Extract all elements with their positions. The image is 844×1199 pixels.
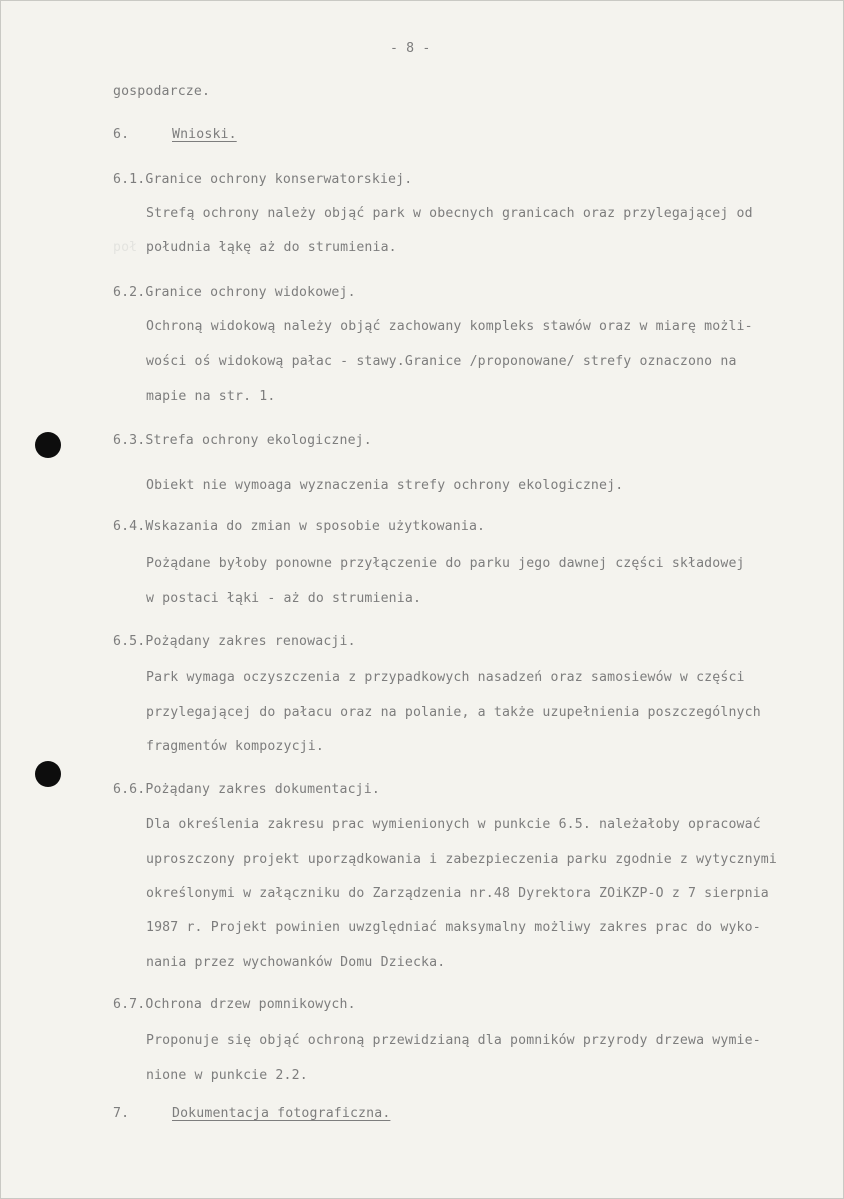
subsection-heading: 6.5.Pożądany zakres renowacji. [113, 634, 356, 649]
text-line: wości oś widokową pałac - stawy.Granice /proponowane/ strefy oznaczono na [146, 354, 737, 369]
text-line: określonymi w załączniku do Zarządzenia nr.48 Dyrektora ZOiKZP-O z 7 sierpnia [146, 886, 769, 901]
punch-hole-icon [35, 432, 61, 458]
text-line: w postaci łąki - aż do strumienia. [146, 591, 422, 606]
text-line: Pożądane byłoby ponowne przyłączenie do parku jego dawnej części składowej [146, 556, 745, 571]
text-line: nania przez wychowanków Domu Dziecka. [146, 955, 446, 970]
text-line: Dla określenia zakresu prac wymienionych w punkcie 6.5. należałoby opracować [146, 817, 761, 832]
text-line: nione w punkcie 2.2. [146, 1068, 308, 1083]
section-heading: Wnioski. [172, 127, 237, 142]
text-line: uproszczony projekt uporządkowania i zabezpieczenia parku zgodnie z wytycznymi [146, 852, 777, 867]
punch-hole-icon [35, 761, 61, 787]
section-number: 7. [113, 1106, 130, 1121]
text-line: przylegającej do pałacu oraz na polanie, a także uzupełnienia poszczególnych [146, 705, 761, 720]
text-line: fragmentów kompozycji. [146, 739, 324, 754]
text-line: mapie na str. 1. [146, 389, 276, 404]
text-line: Obiekt nie wymoaga wyznaczenia strefy ochrony ekologicznej. [146, 478, 624, 493]
section-heading: Dokumentacja fotograficzna. [172, 1106, 391, 1121]
text-line: Ochroną widokową należy objąć zachowany kompleks stawów oraz w miarę możli- [146, 319, 753, 334]
text-line: 1987 r. Projekt powinien uwzględniać maksymalny możliwy zakres prac do wyko- [146, 920, 761, 935]
text-line: południa łąkę aż do strumienia. [146, 240, 397, 255]
faded-text: poł [113, 240, 138, 255]
section-number: 6. [113, 127, 130, 142]
subsection-heading: 6.4.Wskazania do zmian w sposobie użytkowania. [113, 519, 486, 534]
text-line: gospodarcze. [113, 84, 211, 99]
subsection-heading: 6.2.Granice ochrony widokowej. [113, 285, 356, 300]
subsection-heading: 6.7.Ochrona drzew pomnikowych. [113, 997, 356, 1012]
text-line: Strefą ochrony należy objąć park w obecnych granicach oraz przylegającej od [146, 206, 753, 221]
page-number: - 8 - [390, 41, 431, 56]
subsection-heading: 6.1.Granice ochrony konserwatorskiej. [113, 172, 413, 187]
subsection-heading: 6.6.Pożądany zakres dokumentacji. [113, 782, 380, 797]
text-line: Proponuje się objąć ochroną przewidzianą dla pomników przyrody drzewa wymie- [146, 1033, 761, 1048]
subsection-heading: 6.3.Strefa ochrony ekologicznej. [113, 433, 372, 448]
text-line: Park wymaga oczyszczenia z przypadkowych nasadzeń oraz samosiewów w części [146, 670, 745, 685]
